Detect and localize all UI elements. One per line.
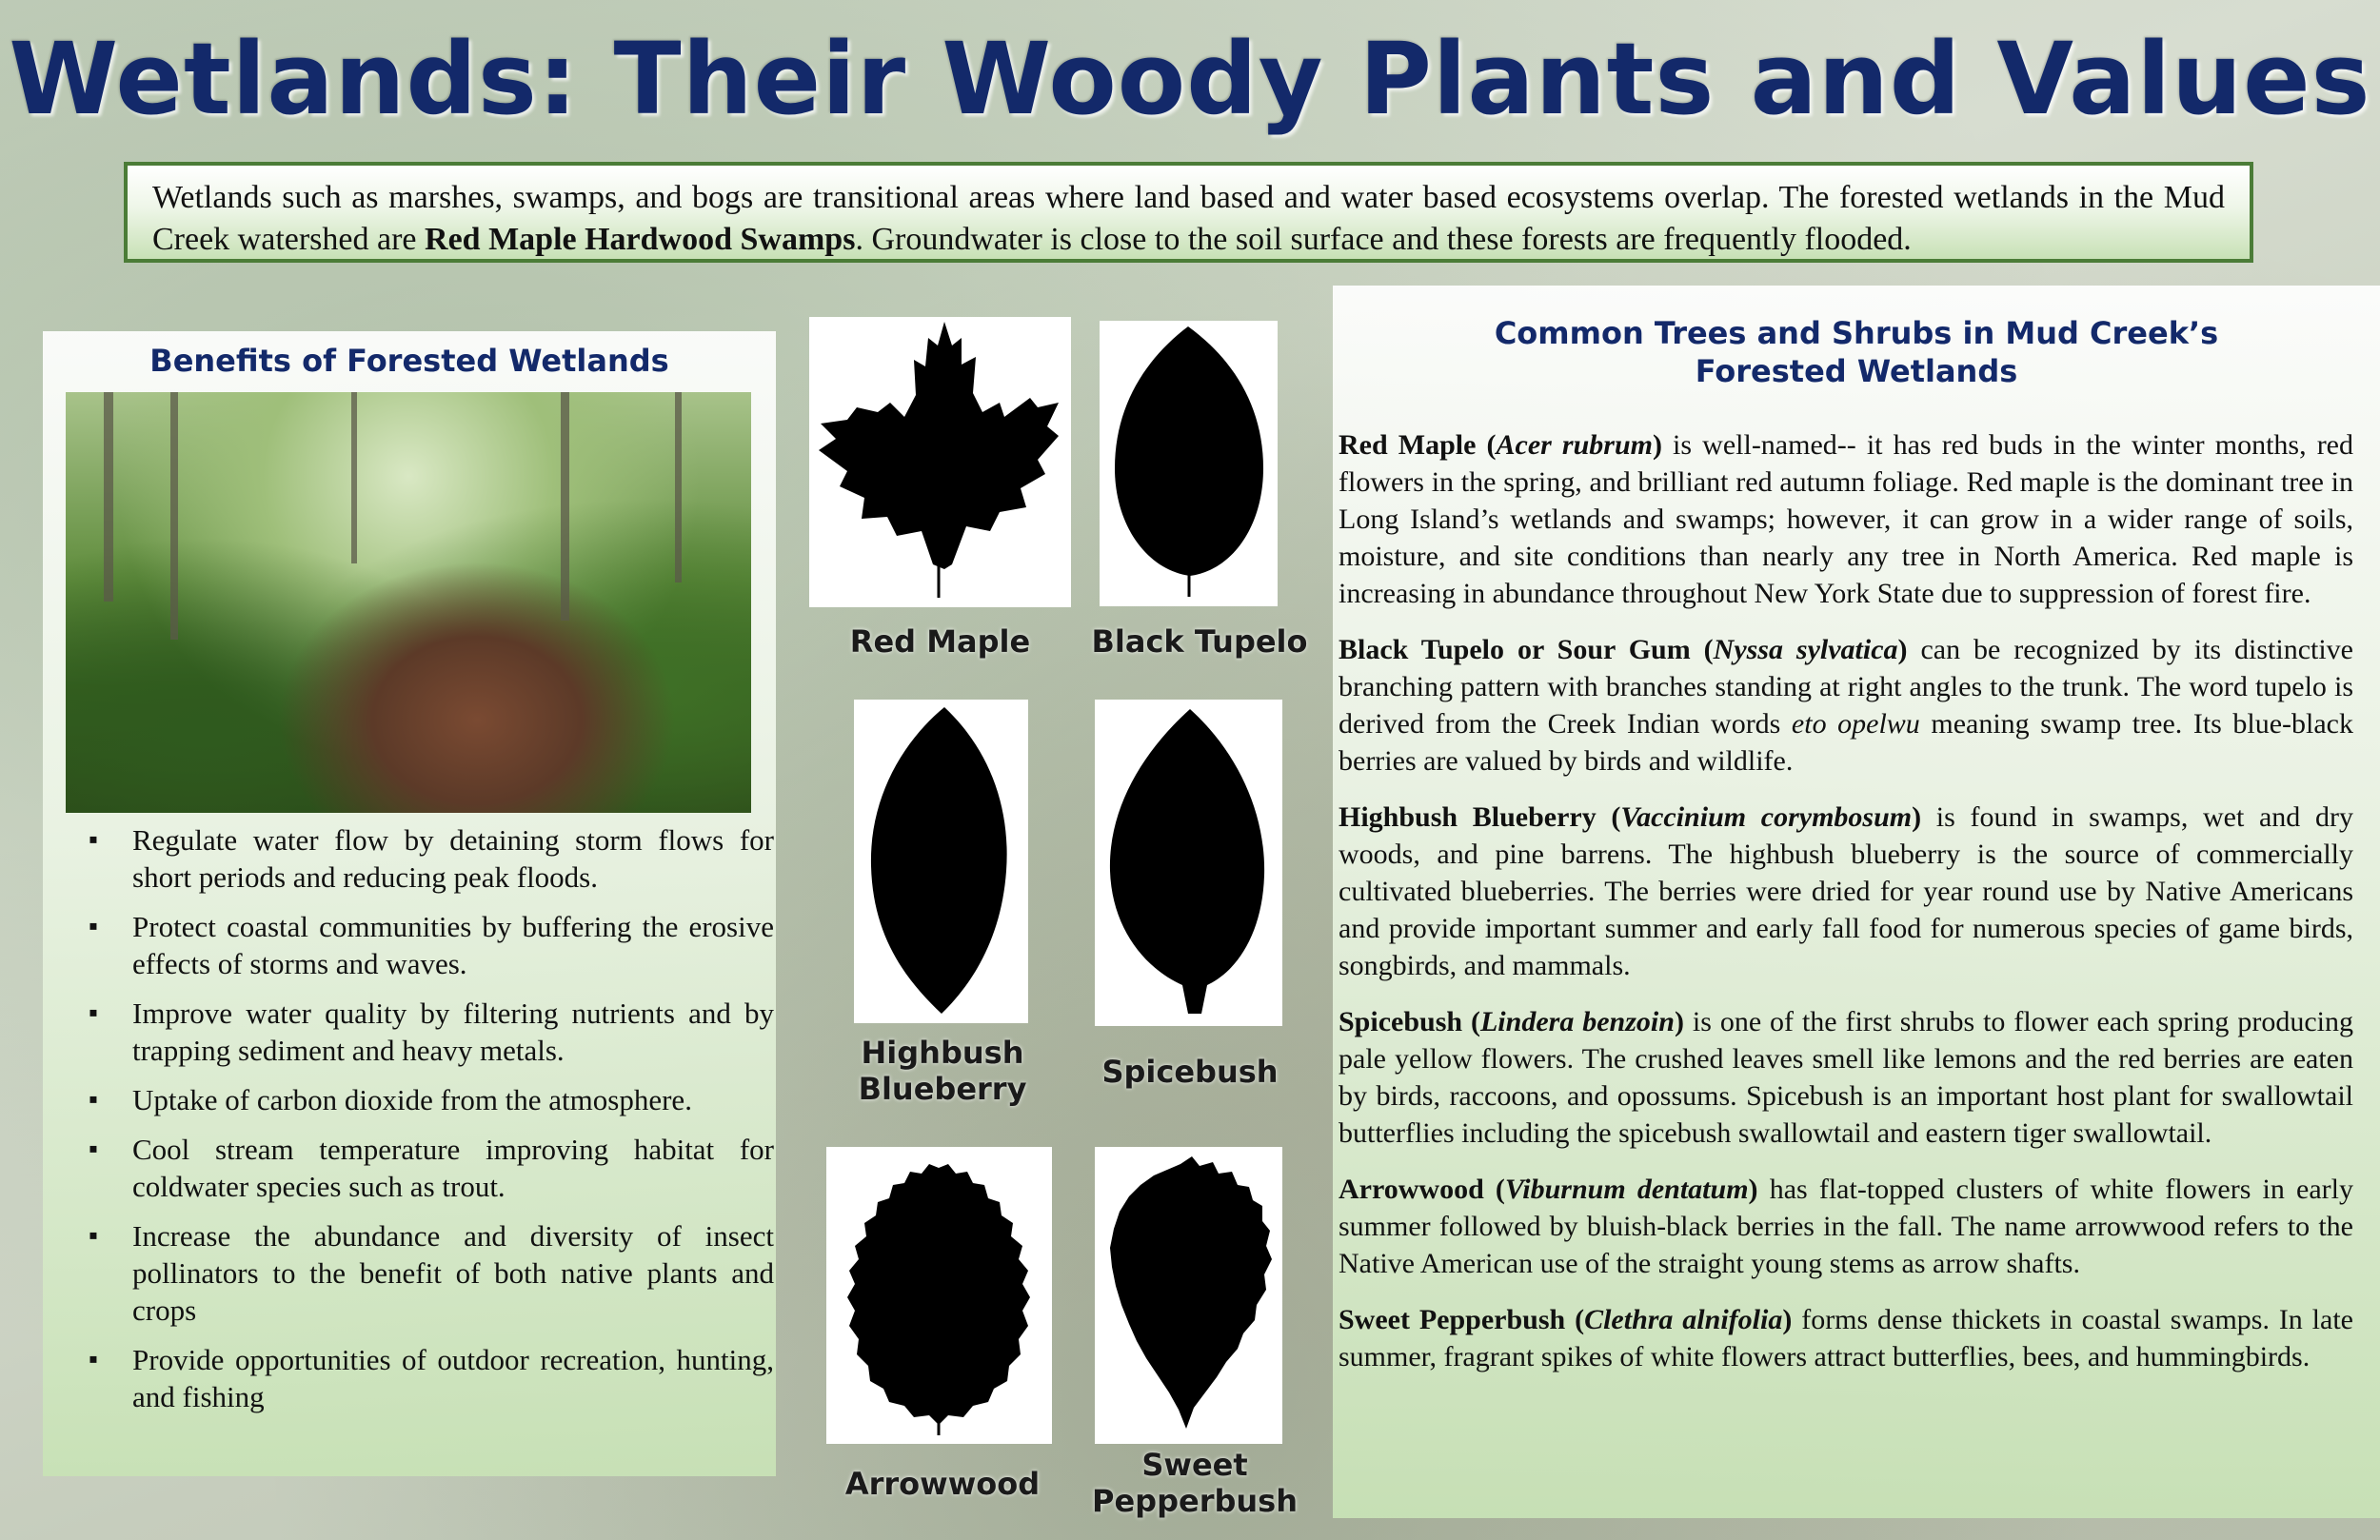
benefit-item: ▪ Increase the abundance and diversity of insect pollinators to the benefit of both native plants and crops bbox=[71, 1217, 774, 1329]
intro-bold: Red Maple Hardwood Swamps bbox=[425, 222, 856, 257]
species-text: can be recognized by its distinctive branching pattern with branches standing at right angles to the trunk. The word tupelo is derived from the Creek Indian words bbox=[1339, 634, 2353, 740]
highbush-blueberry-label bbox=[819, 1035, 1066, 1107]
latin-name: Viburnum dentatum bbox=[1504, 1174, 1749, 1205]
benefits-panel bbox=[43, 331, 776, 1476]
red-maple-leaf-card bbox=[809, 317, 1071, 607]
pepperbush-label-line1: Sweet bbox=[1141, 1447, 1248, 1483]
species-name: Spicebush ( bbox=[1339, 1006, 1480, 1037]
benefit-item: ▪ Uptake of carbon dioxide from the atmosphere. bbox=[71, 1081, 774, 1118]
arrowwood-label: Arrowwood bbox=[844, 1466, 1041, 1502]
species-title-line1: Common Trees and Shrubs in Mud Creek’s bbox=[1494, 315, 2219, 351]
black-tupelo-description: Black Tupelo or Sour Gum (Nyssa sylvatica) can be recognized by its distinctive branching pattern with branches standing at right angles to the trunk. The word tupelo is derived from the Creek Indian words eto opelwu meaning swamp tree. Its blue-black berries are valued by birds and wildlife. bbox=[1339, 634, 2353, 777]
latin-name: Vaccinium corymbosum bbox=[1620, 801, 1913, 833]
pepperbush-label-line2: Pepperbush bbox=[1092, 1483, 1298, 1519]
species-name: Red Maple ( bbox=[1339, 429, 1497, 461]
red-maple-label: Red Maple bbox=[849, 623, 1031, 660]
latin-name: Nyssa sylvatica bbox=[1713, 634, 1898, 665]
benefit-item: ▪ Regulate water flow by detaining storm flows for short periods and reducing peak floods. bbox=[71, 821, 774, 896]
spicebush-leaf-card bbox=[1095, 700, 1282, 1026]
sweet-pepperbush-description: Sweet Pepperbush (Clethra alnifolia) forms dense thickets in coastal swamps. In late summer, fragrant spikes of white flowers attract butterflies, bees, and hummingbirds. bbox=[1339, 1304, 2353, 1372]
benefit-item: ▪ Provide opportunities of outdoor recreation, hunting, and fishing bbox=[71, 1341, 774, 1415]
species-panel bbox=[1333, 286, 2380, 1518]
species-text: is well-named-- it has red buds in the winter months, red flowers in the spring, and brilliant red autumn foliage. Red maple is the dominant tree in Long Island’s wetlands and swamps; however, it can grow in a wider range of soils, moisture, and site conditions than nearly any tree in North America. Red maple is increasing in abundance throughout New York State due to suppression of forest fire. bbox=[1339, 429, 2354, 609]
highbush-label-line2: Blueberry bbox=[858, 1071, 1027, 1107]
latin-name: Clethra alnifolia bbox=[1584, 1304, 1783, 1335]
sweet-pepperbush-label bbox=[1076, 1447, 1314, 1519]
intro-box bbox=[124, 162, 2253, 263]
highbush-blueberry-leaf-icon bbox=[854, 700, 1028, 1023]
intro-text-end: . Groundwater is close to the soil surface and these forests are frequently flooded. bbox=[855, 222, 1912, 257]
red-maple-leaf-icon bbox=[809, 317, 1071, 607]
benefit-item: ▪ Protect coastal communities by buffering the erosive effects of storms and waves. bbox=[71, 908, 774, 982]
species-name: Highbush Blueberry ( bbox=[1339, 801, 1621, 833]
black-tupelo-label: Black Tupelo bbox=[1091, 623, 1308, 660]
benefit-item: ▪ Improve water quality by filtering nutrients and by trapping sediment and heavy metals. bbox=[71, 995, 774, 1069]
intro-text: Wetlands such as marshes, swamps, and bogs are transitional areas where land based and water based ecosystems overlap. The forested wetlands in the Mud Creek watershed are bbox=[152, 180, 2225, 257]
arrowwood-description: Arrowwood (Viburnum dentatum) has flat-topped clusters of white flowers in early summer followed by bluish-black berries in the fall. The name arrowwood refers to the Native American use of the straight young stems as arrow shafts. bbox=[1339, 1174, 2353, 1279]
spicebush-label: Spicebush bbox=[1101, 1054, 1279, 1090]
benefits-list bbox=[71, 821, 774, 1428]
species-text: is found in swamps, wet and dry woods, and pine barrens. The highbush blueberry is the source of commercially cultivated blueberries. The berries were dried for year round use by Native Americans and provide important summer and early fall food for numerous species of game birds, songbirds, and mammals. bbox=[1339, 801, 2353, 981]
spicebush-leaf-icon bbox=[1095, 700, 1282, 1026]
page-title: Wetlands: Their Woody Plants and Values bbox=[9, 21, 2371, 137]
black-tupelo-leaf-icon bbox=[1100, 321, 1278, 606]
species-name: Arrowwood ( bbox=[1339, 1174, 1505, 1205]
highbush-blueberry-leaf-card bbox=[854, 700, 1028, 1023]
wetland-stream-photo bbox=[66, 392, 751, 813]
species-text: has flat-topped clusters of white flowers in early summer followed by bluish-black berries in the fall. The name arrowwood refers to the Native American use of the straight young stems as arrow shafts. bbox=[1339, 1174, 2353, 1279]
highbush-label-line1: Highbush bbox=[861, 1035, 1024, 1071]
arrowwood-leaf-card bbox=[826, 1147, 1052, 1444]
arrowwood-leaf-icon bbox=[826, 1147, 1052, 1444]
highbush-blueberry-description: Highbush Blueberry (Vaccinium corymbosum) is found in swamps, wet and dry woods, and pine barrens. The highbush blueberry is the source of commercially cultivated blueberries. The berries were dried for year round use by Native Americans and provide important summer and early fall food for numerous species of game birds, songbirds, and mammals. bbox=[1339, 801, 2353, 981]
species-name: Black Tupelo or Sour Gum ( bbox=[1339, 634, 1714, 665]
sweet-pepperbush-leaf-card bbox=[1095, 1147, 1282, 1444]
species-title bbox=[1333, 314, 2380, 390]
species-title-line2: Forested Wetlands bbox=[1695, 353, 2018, 389]
species-name: Sweet Pepperbush ( bbox=[1339, 1304, 1585, 1335]
latin-name: Acer rubrum bbox=[1496, 429, 1653, 461]
species-text: is one of the first shrubs to flower each spring producing pale yellow flowers. The crushed leaves smell like lemons and the red berries are eaten by birds, raccoons, and opossums. Spicebush is an important host plant for swallowtail butterflies including the spicebush swallowtail and eastern tiger swallowtail. bbox=[1339, 1006, 2353, 1149]
red-maple-description: Red Maple (Acer rubrum) is well-named-- it has red buds in the winter months, red flowers in the spring, and brilliant red autumn foliage. Red maple is the dominant tree in Long Island’s wetlands and swamps; however, it can grow in a wider range of soils, moisture, and site conditions than nearly any tree in North America. Red maple is increasing in abundance throughout New York State due to suppression of forest fire. bbox=[1339, 429, 2354, 609]
spicebush-description: Spicebush (Lindera benzoin) is one of the first shrubs to flower each spring producing pale yellow flowers. The crushed leaves smell like lemons and the red berries are eaten by birds, raccoons, and opossums. Spicebush is an important host plant for swallowtail butterflies including the spicebush swallowtail and eastern tiger swallowtail. bbox=[1339, 1006, 2353, 1149]
benefits-title: Benefits of Forested Wetlands bbox=[149, 343, 669, 379]
species-descriptions bbox=[1339, 426, 2353, 1394]
creek-indian-words: eto opelwu bbox=[1791, 708, 1920, 740]
species-text: forms dense thickets in coastal swamps. In late summer, fragrant spikes of white flowers attract butterflies, bees, and hummingbirds. bbox=[1339, 1304, 2353, 1372]
latin-name: Lindera benzoin bbox=[1479, 1006, 1675, 1037]
species-text: meaning swamp tree. Its blue-black berries are valued by birds and wildlife. bbox=[1339, 708, 2353, 777]
sweet-pepperbush-leaf-icon bbox=[1095, 1147, 1282, 1444]
black-tupelo-leaf-card bbox=[1100, 321, 1278, 606]
benefit-item: ▪ Cool stream temperature improving habitat for coldwater species such as trout. bbox=[71, 1131, 774, 1205]
